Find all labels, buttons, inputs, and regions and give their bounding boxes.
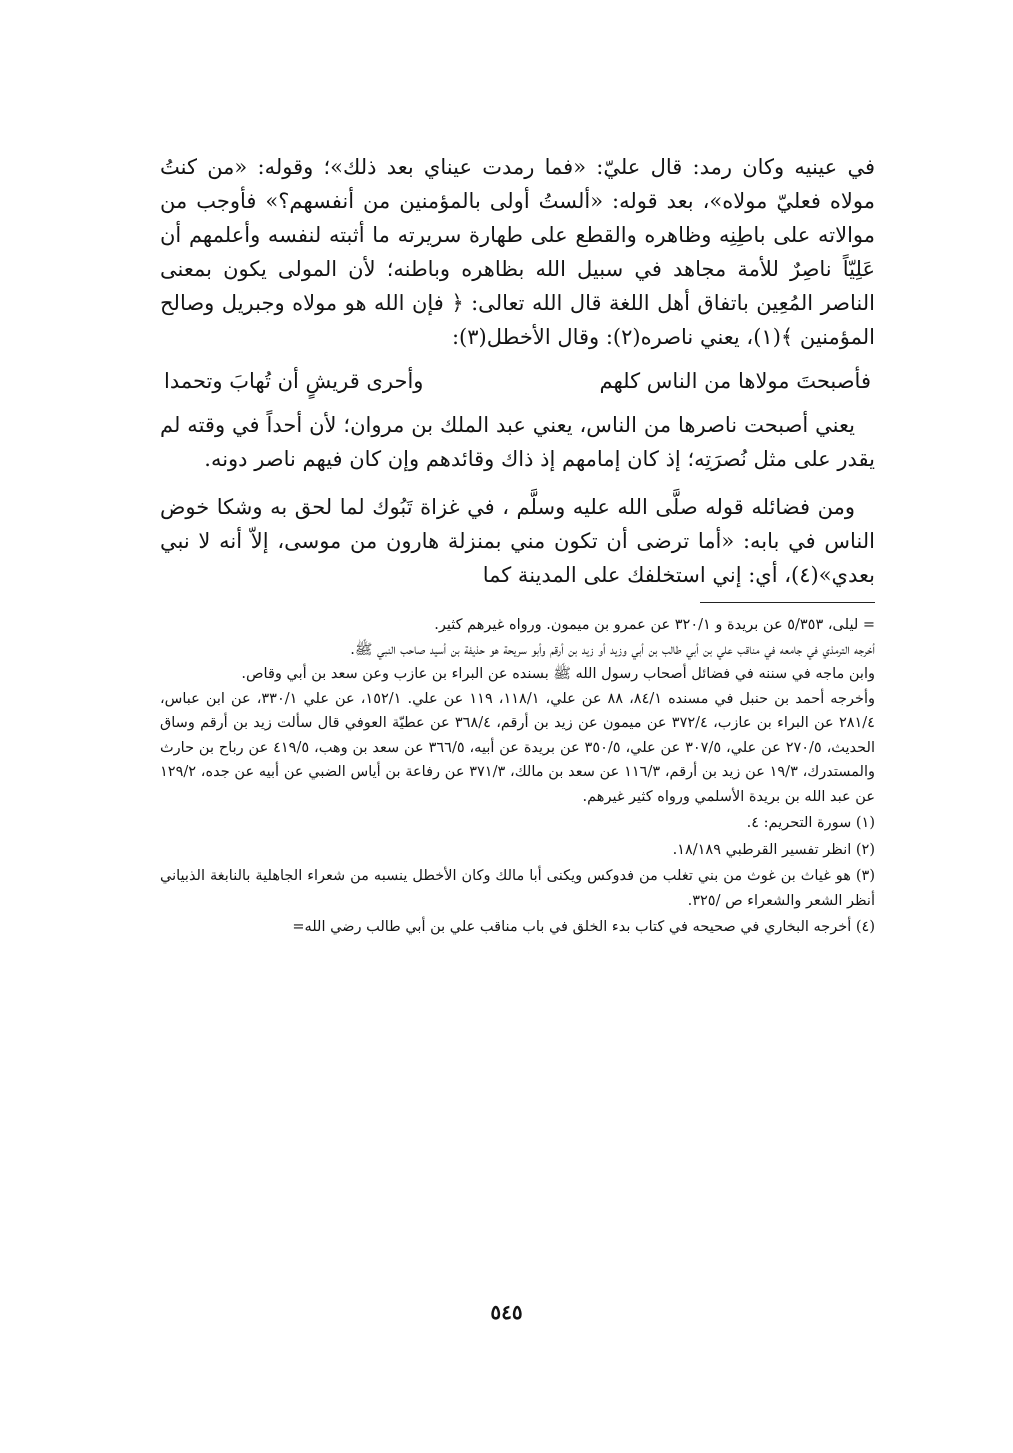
paragraph: ومن فضائله قوله صلَّى الله عليه وسلَّم ، في غزاة تَبُوك لما لحق به وشكا خوض الناس في بابه: «أما ترضى أن تكون مني بمنزلة هارون من موسى، إلاّ أنه لا نبي بعدي»(٤)، أي: إني استخلفك على المدينة كما — [160, 495, 875, 587]
footnotes — [160, 613, 875, 940]
footnote-continued: وابن ماجه في سننه في فضائل أصحاب رسول الله ﷺ بسنده عن البراء بن عازب وعن سعد بن أبي وقاص. — [241, 666, 875, 682]
footnote-1: (١) سورة التحريم: ٤. — [746, 815, 875, 831]
footnote-2: (٢) انظر تفسير القرطبي ١٨/١٨٩. — [672, 841, 875, 858]
verse-first-hemistich: فأصبحتَ مولاها من الناس كلهم — [599, 369, 871, 393]
poetry-verse — [160, 364, 875, 398]
page-number: ٥٤٥ — [490, 1300, 523, 1324]
main-text — [160, 150, 875, 592]
footnote-3: (٣) هو غياث بن غوث من بني تغلب من فدوكس ويكنى أبا مالك وكان الأخطل ينسبه من شعراء الجاهلية بالنابغة الذبياني أنظر الشعر والشعراء ص /٣٢٥. — [160, 868, 875, 909]
footnote-continued: وأخرجه أحمد بن حنبل في مسنده ٨٤/١، ٨٨ عن علي، ١١٨/١، ١١٩ عن علي. ١٥٢/١، عن علي ٣٣٠/١، عن ابن عباس، ٢٨١/٤ عن البراء بن عازب، ٣٧٢/٤ عن ميمون عن زيد بن أرقم، ٣٦٨/٤ عن عطيّة العوفي قال سألت زيد بن أرقم وساق الحديث، ٢٧٠/٥ عن علي، ٣٠٧/٥ عن علي، ٣٥٠/٥ عن بريدة عن أبيه، ٣٦٦/٥ عن سعد بن وهب، ٤١٩/٥ عن رباح بن حارث والمستدرك، ١٩/٣ عن زيد بن أرقم، ١١٦/٣ عن سعد بن مالك، ٣٧١/٣ عن رفاعة بن أياس الضبي عن أبيه عن جده، ١٢٩/٢ عن عبد الله بن بريدة الأسلمي ورواه كثير غيرهم. — [160, 690, 875, 805]
footnote-continued: = ليلى، ٥/٣٥٣ عن بريدة و ٣٢٠/١ عن عمرو بن ميمون. ورواه غيرهم كثير. — [434, 617, 875, 633]
paragraph: يعني أصبحت ناصرها من الناس، يعني عبد الملك بن مروان؛ لأن أحداً في وقته لم يقدر على مثل نُصرَتِه؛ إذ كان إمامهم إذ ذاك وقائدهم وإن كان فيهم ناصر دونه. — [160, 413, 875, 471]
paragraph: في عينيه وكان رمد: قال عليّ: «فما رمدت عيناي بعد ذلك»؛ وقوله: «من كنتُ مولاه فعليّ مولاه»، بعد قوله: «ألستُ أولى بالمؤمنين من أنفسهم؟» فأوجب من موالاته على باطِنِه وظاهره والقطع على طهارة سريرته ما أثبته لنفسه وأعلمهم أن عَلِيّاً ناصِرٌ للأمة مجاهد في سبيل الله بظاهره وباطنه؛ لأن المولى يكون بمعنى الناصر المُعِين باتفاق أهل اللغة قال الله تعالى: ﴿ فإن الله هو مولاه وجبريل وصالح المؤمنين ﴾(١)، يعني ناصره(٢): وقال الأخطل(٣): — [160, 155, 875, 349]
verse-second-hemistich: وأحرى قريشٍ أن تُهابَ وتحمدا — [164, 369, 424, 393]
footnote-4: (٤) أخرجه البخاري في صحيحه في كتاب بدء الخلق في باب مناقب علي بن أبي طالب رضي الله= — [292, 919, 875, 935]
page-content — [160, 150, 875, 940]
footnote-continued: أخرجه الترمذي في جامعه في مناقب علي بن أبي طالب بن أبي وزيد أو زيد بن أرقم وأبو سريحة هو حذيفة بن أسيد صاحب النبي ﷺ. — [350, 641, 875, 658]
footnote-separator — [700, 602, 875, 603]
